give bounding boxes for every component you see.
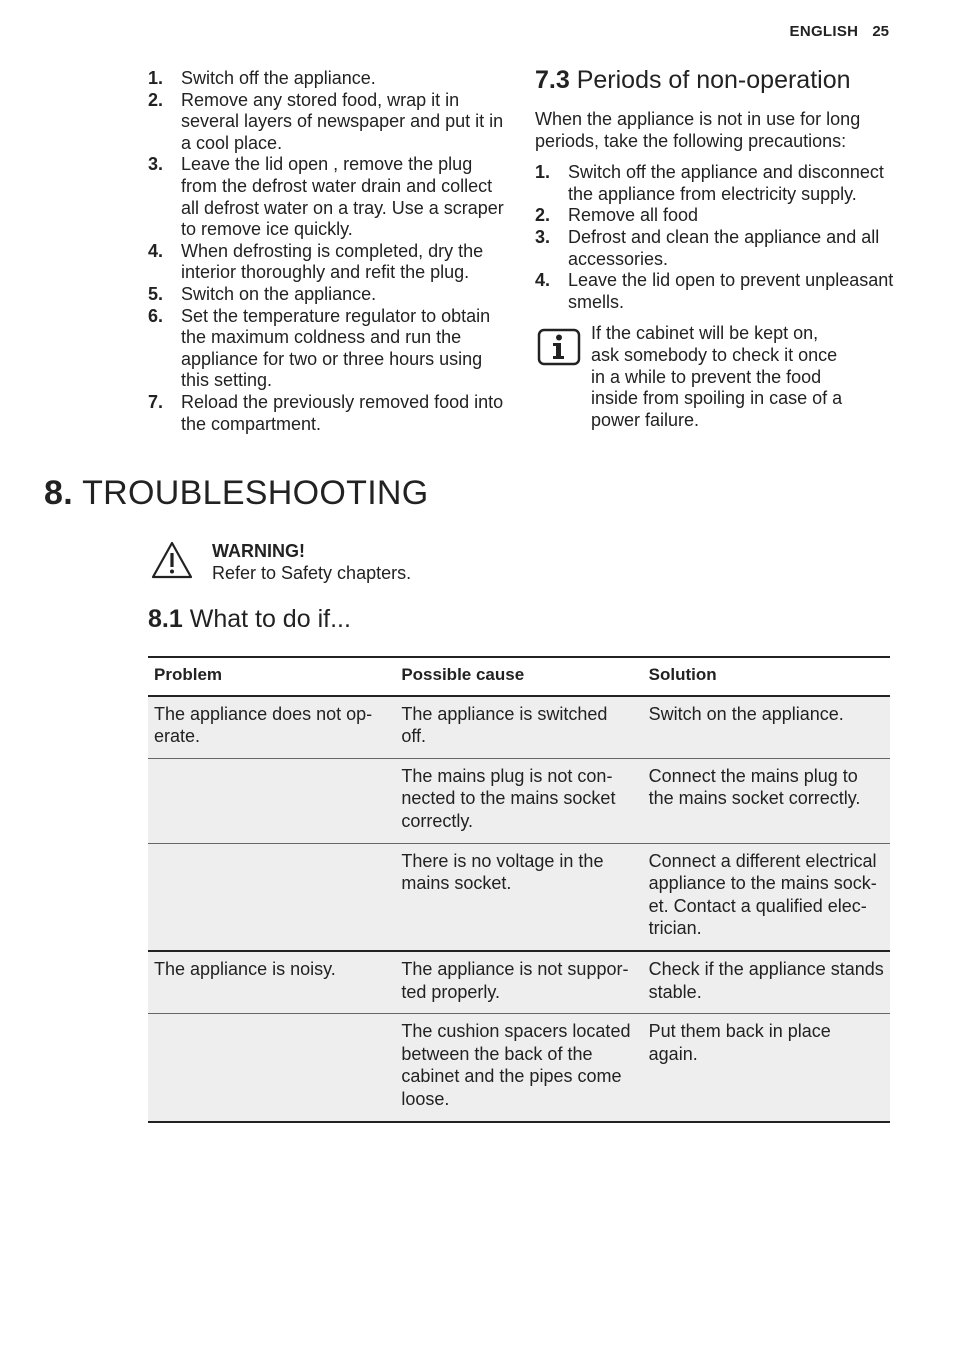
step-text: When defrosting is completed, dry the interior thoroughly and refit the plug.: [181, 240, 484, 283]
list-item: [535, 270, 895, 313]
cell-problem: The appliance is noisy.: [154, 958, 336, 979]
page-header: [790, 23, 889, 40]
step-text: Defrost and clean the appliance and all accessories.: [568, 226, 880, 269]
step-number: 3.: [148, 154, 164, 175]
step-number: 3.: [535, 226, 551, 247]
cell-solution: Connect a different electrical appliance to the mains sock-et. Contact a qualified elec-trician.: [648, 850, 877, 939]
list-item: [148, 68, 508, 90]
non-operation-steps-list: [535, 162, 895, 313]
section-number: 8.1: [148, 605, 183, 633]
table-row: [148, 696, 890, 759]
cell-solution: Put them back in place again.: [648, 1021, 831, 1064]
list-item: [535, 162, 895, 205]
warning-note: [150, 540, 411, 585]
table-row: [148, 951, 890, 1014]
chapter-number: 8.: [44, 474, 73, 512]
step-number: 4.: [148, 240, 164, 261]
warning-icon: [150, 540, 198, 585]
step-text: Reload the previously removed food into the compartment.: [181, 391, 504, 434]
step-text: Remove any stored food, wrap it in several layers of newspaper and put it in a cool place.: [181, 89, 504, 153]
troubleshooting-table: [148, 656, 890, 1123]
column-header-cause: Possible cause: [401, 665, 525, 684]
step-number: 2.: [535, 205, 551, 226]
step-number: 1.: [535, 162, 551, 183]
step-text: Switch on the appliance.: [181, 283, 377, 304]
cell-problem: [148, 843, 395, 951]
cell-problem: [148, 1014, 395, 1122]
step-number: 5.: [148, 283, 164, 304]
section-heading: [148, 605, 351, 634]
language-label: ENGLISH: [789, 23, 859, 40]
cell-cause: The mains plug is not con-nected to the mains socket correctly.: [401, 765, 616, 831]
list-item: [148, 90, 508, 155]
step-number: 2.: [148, 89, 164, 110]
section-number: 7.3: [535, 66, 570, 94]
table-row: [148, 843, 890, 951]
step-number: 1.: [148, 68, 164, 88]
warning-text: Refer to Safety chapters.: [212, 563, 412, 583]
chapter-title: TROUBLESHOOTING: [82, 474, 429, 512]
page-number: 25: [872, 23, 889, 40]
info-note: [535, 323, 895, 431]
step-text: Set the temperature regulator to obtain the maximum coldness and run the appliance for two or three hours using this setting.: [181, 305, 491, 391]
defrost-steps-list: [148, 68, 508, 435]
section-7-3: [535, 66, 895, 431]
chapter-heading: [44, 474, 429, 513]
cell-cause: The cushion spacers located between the back of the cabinet and the pipes come loose.: [401, 1021, 631, 1109]
step-text: Switch off the appliance.: [181, 68, 376, 88]
list-item: [148, 154, 508, 240]
defrost-steps-column: [148, 68, 508, 435]
step-text: Remove all food: [568, 205, 699, 226]
cell-problem: The appliance does not op-erate.: [154, 703, 373, 747]
section-title: Periods of non-operation: [576, 66, 851, 94]
info-text: If the cabinet will be kept on, ask somebody to check it once in a while to prevent the food inside from spoiling in case of a power failure.: [591, 323, 843, 430]
warning-text-block: [212, 540, 411, 585]
cell-cause: There is no voltage in the mains socket.: [401, 850, 604, 894]
cell-cause: The appliance is not suppor-ted properly.: [401, 958, 629, 1002]
table-row: [148, 1014, 890, 1122]
step-number: 6.: [148, 305, 164, 326]
warning-title: WARNING!: [212, 541, 305, 561]
list-item: [148, 241, 508, 284]
section-heading: [535, 66, 895, 95]
list-item: [535, 227, 895, 270]
cell-solution: Connect the mains plug to the mains socket correctly.: [648, 765, 861, 809]
cell-cause: The appliance is switched off.: [401, 703, 608, 747]
list-item: [148, 306, 508, 392]
cell-problem: [148, 758, 395, 843]
step-number: 4.: [535, 270, 551, 291]
step-number: 7.: [148, 391, 164, 412]
cell-solution: Switch on the appliance.: [648, 703, 844, 724]
list-item: [535, 205, 895, 227]
column-header-problem: Problem: [154, 665, 223, 684]
table-row: [148, 758, 890, 843]
step-text: Leave the lid open to prevent unpleasant smells.: [568, 270, 894, 312]
table-header-row: [148, 657, 890, 696]
column-header-solution: Solution: [648, 665, 717, 684]
list-item: [148, 284, 508, 306]
info-icon: [535, 323, 583, 431]
section-title: What to do if...: [189, 605, 351, 633]
section-intro: When the appliance is not in use for long periods, take the following precautions:: [535, 109, 861, 151]
cell-solution: Check if the appliance stands stable.: [648, 958, 884, 1002]
step-text: Switch off the appliance and disconnect the appliance from electricity supply.: [568, 162, 884, 204]
list-item: [148, 392, 508, 435]
step-text: Leave the lid open , remove the plug from the defrost water drain and collect all defrost water on a tray. Use a scraper to remove ice quickly.: [181, 154, 504, 240]
